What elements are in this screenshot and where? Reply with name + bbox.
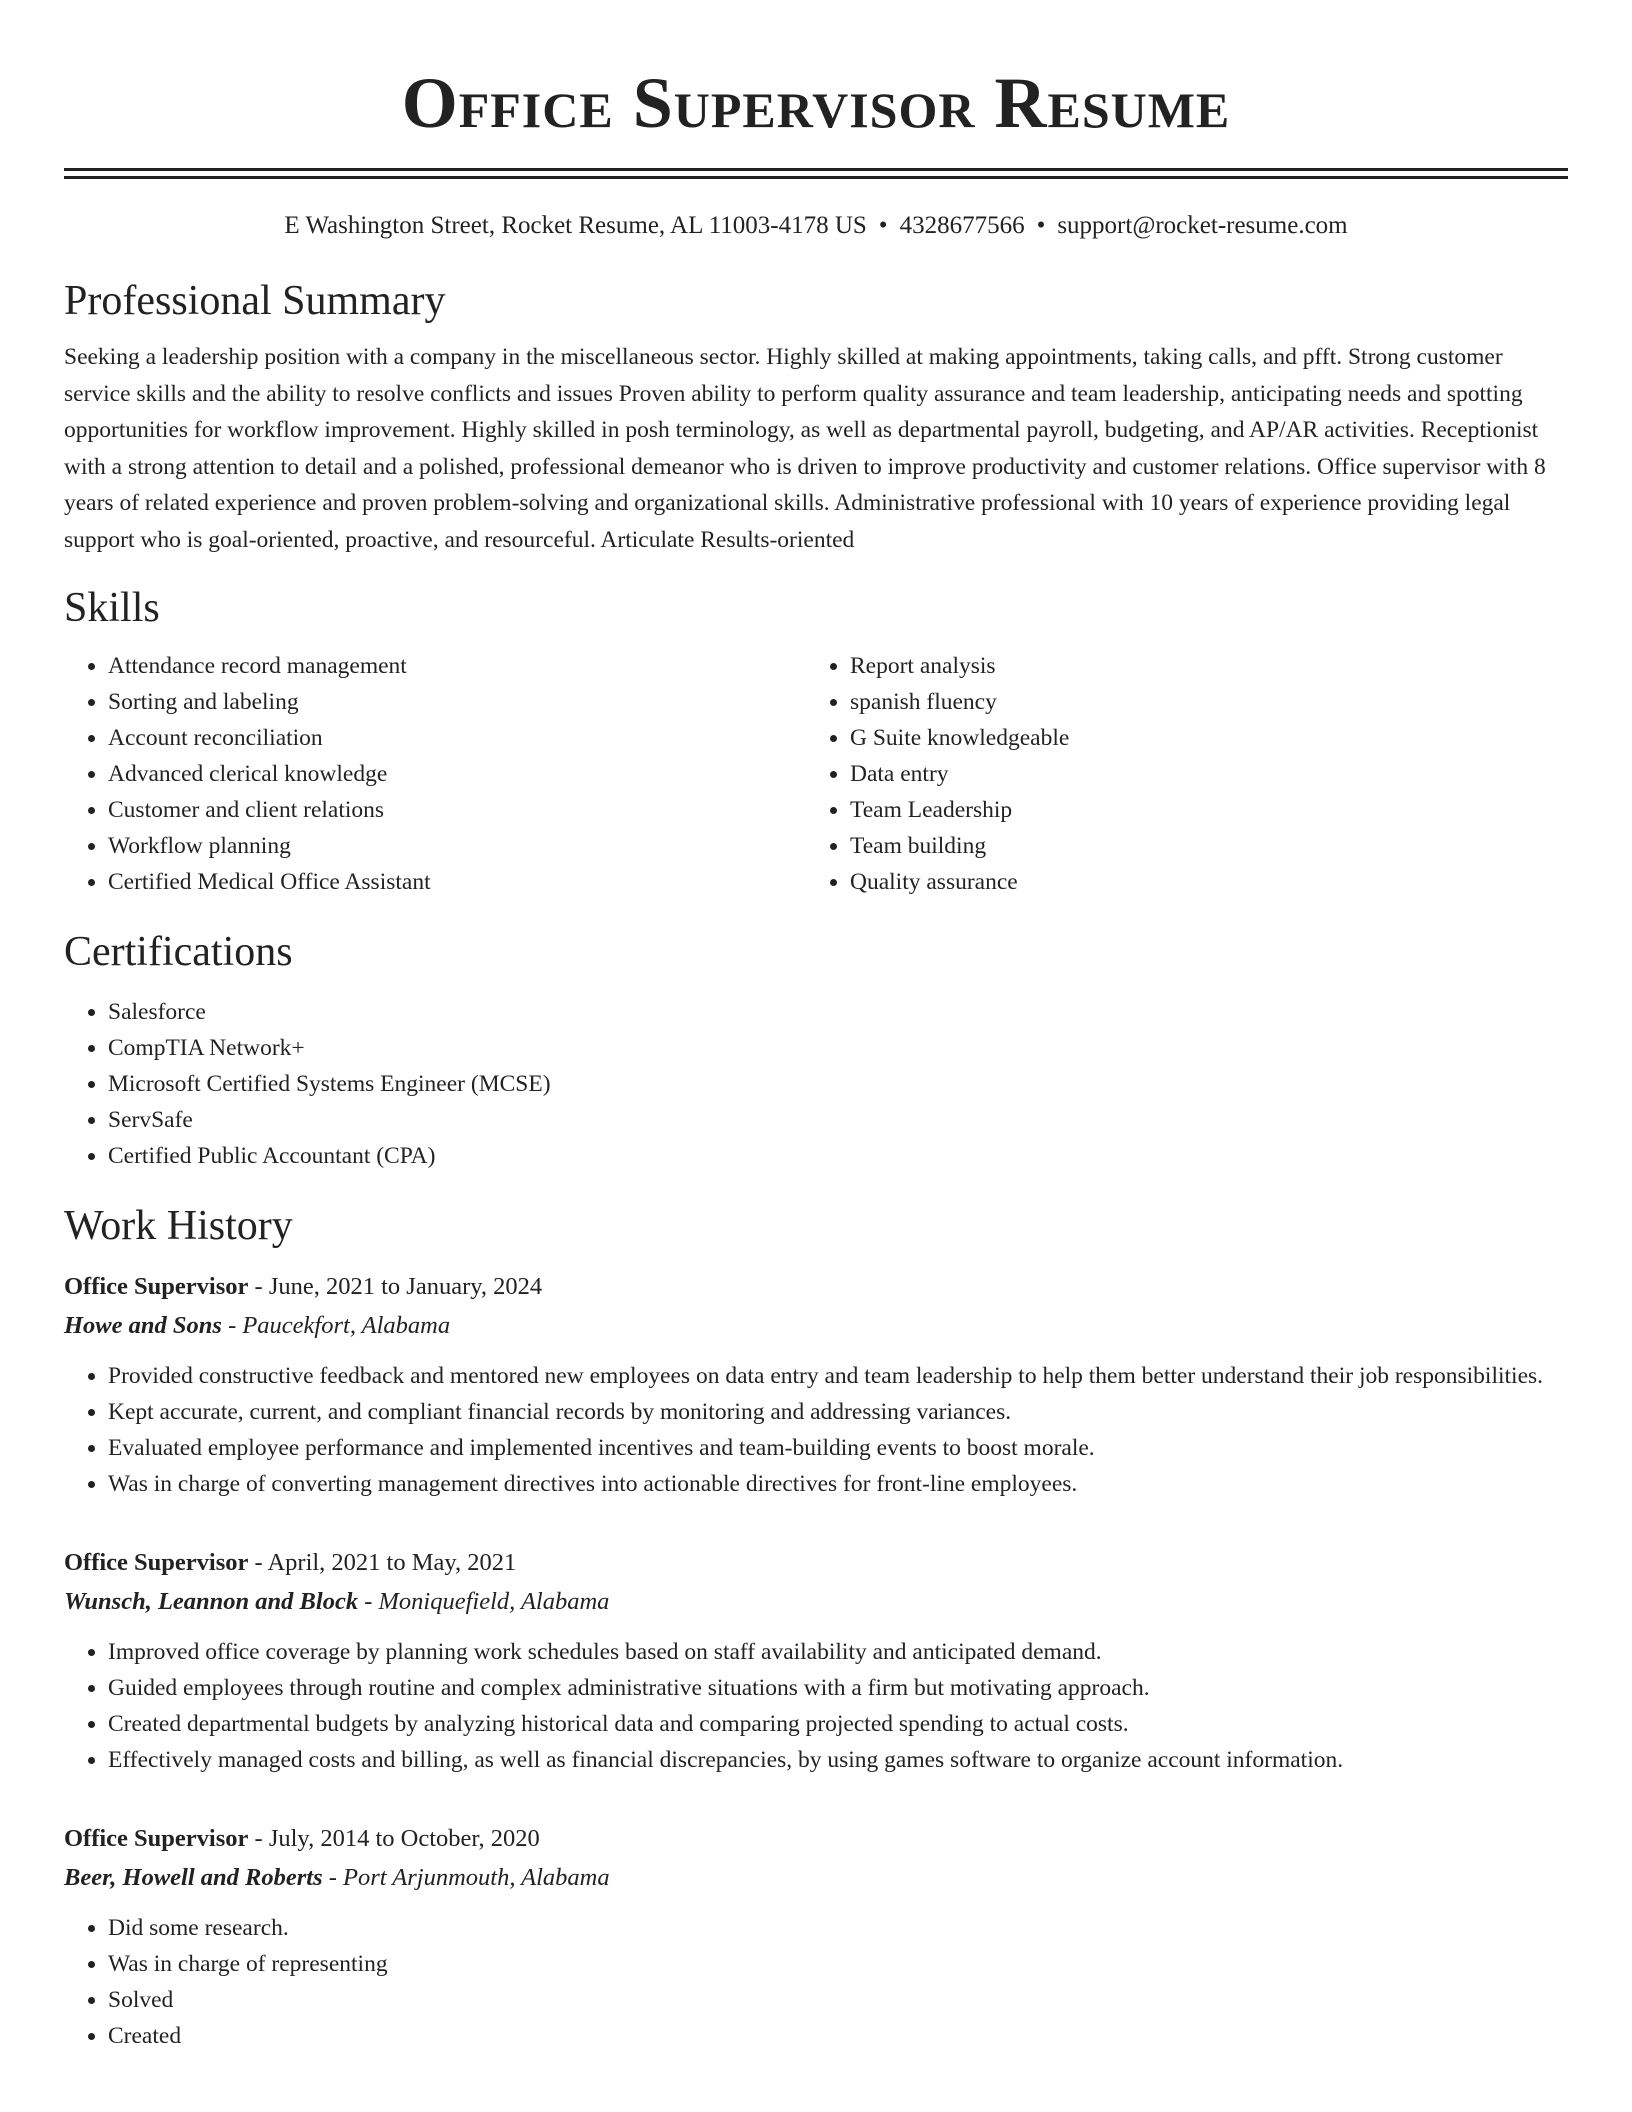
certifications-heading: Certifications [64, 929, 293, 975]
summary-text: Seeking a leadership position with a company in the miscellaneous sector. Highly skilled at making appointments, taking calls, and pfft. Strong customer service skills and the ability to resolve conflicts and issues Proven ability to perform quality assurance and team leadership, anticipating needs and spotting opportunities for workflow improvement. Highly skilled in posh terminology, as well as departmental payroll, budgeting, and AP/AR activities. Receptionist with a strong attention to detail and a polished, professional demeanor who is driven to improve productivity and customer relations. Office supervisor with 8 years of related experience and proven problem-solving and organizational skills. Administrative professional with 10 years of experience providing legal support who is goal-oriented, proactive, and resourceful. Articulate Results-oriented [64, 344, 1546, 553]
certification-item: • Certified Public Accountant (CPA) [108, 1138, 1568, 1174]
job-bullets [64, 1634, 1568, 1778]
skills-list-left [64, 648, 806, 900]
job-company: Beer, Howell and Roberts [64, 1864, 323, 1891]
job-dates: - April, 2021 to May, 2021 [248, 1549, 517, 1576]
job-bullet: • Did some research. [108, 1910, 1568, 1946]
resume-title: Office Supervisor Resume [401, 63, 1231, 143]
job-bullet: • Guided employees through routine and complex administrative situations with a firm but motivating approach. [108, 1670, 1568, 1706]
job-bullet: • Solved [108, 1982, 1568, 2018]
skills-column-right [806, 648, 1548, 900]
skill-item: • spanish fluency [850, 684, 1548, 720]
skill-item: • Report analysis [850, 648, 1548, 684]
resume-page [64, 0, 1568, 2054]
job-bullet: • Was in charge of converting management directives into actionable directives for front-line employees. [108, 1466, 1568, 1502]
job-location: - Paucekfort, Alabama [221, 1312, 451, 1339]
job-title: Office Supervisor [64, 1825, 249, 1852]
job-company-line [64, 1582, 1568, 1622]
skill-item: • Quality assurance [850, 864, 1548, 900]
skill-item: • Certified Medical Office Assistant [108, 864, 806, 900]
skills-list-right [806, 648, 1548, 900]
skill-item: • Sorting and labeling [108, 684, 806, 720]
contact-line [64, 209, 1568, 243]
summary-heading: Professional Summary [64, 278, 446, 324]
skill-item: • Team building [850, 828, 1548, 864]
certifications-section [64, 926, 1568, 1174]
work-history-heading: Work History [64, 1203, 293, 1249]
skill-item: • Data entry [850, 756, 1548, 792]
skill-item: • G Suite knowledgeable [850, 720, 1548, 756]
skills-heading: Skills [64, 585, 160, 631]
certification-item: • Salesforce [108, 994, 1568, 1030]
bullet-separator: • [878, 212, 888, 239]
job-location: - Port Arjunmouth, Alabama [322, 1864, 610, 1891]
job-company-line [64, 1306, 1568, 1346]
certification-item: • ServSafe [108, 1102, 1568, 1138]
job-company: Howe and Sons [64, 1312, 222, 1339]
certification-item: • Microsoft Certified Systems Engineer (MCSE) [108, 1066, 1568, 1102]
skill-item: • Attendance record management [108, 648, 806, 684]
skill-item: • Advanced clerical knowledge [108, 756, 806, 792]
job-bullet: • Created [108, 2018, 1568, 2054]
job-company: Wunsch, Leannon and Block [64, 1588, 359, 1615]
job-bullet: • Provided constructive feedback and mentored new employees on data entry and team leadership to help them better understand their job responsibilities. [108, 1358, 1568, 1394]
job-title-line [64, 1820, 1568, 1858]
summary-section [64, 275, 1568, 558]
job-company-line [64, 1858, 1568, 1898]
contact-phone: 4328677566 [899, 212, 1025, 239]
certifications-list [64, 994, 1568, 1174]
job-title-line [64, 1268, 1568, 1306]
job-bullet: • Effectively managed costs and billing, as well as financial discrepancies, by using games software to organize account information. [108, 1742, 1568, 1778]
certification-item: • CompTIA Network+ [108, 1030, 1568, 1066]
job-bullet: • Improved office coverage by planning work schedules based on staff availability and anticipated demand. [108, 1634, 1568, 1670]
job-bullet: • Was in charge of representing [108, 1946, 1568, 1982]
title-double-rule [64, 168, 1568, 179]
bullet-separator: • [1036, 212, 1046, 239]
work-history-section [64, 1200, 1568, 2054]
job-bullets [64, 1358, 1568, 1502]
job-bullets [64, 1910, 1568, 2054]
job-title: Office Supervisor [64, 1273, 249, 1300]
skills-column-left [64, 648, 806, 900]
job-dates: - July, 2014 to October, 2020 [248, 1825, 540, 1852]
job-location: - Moniquefield, Alabama [358, 1588, 610, 1615]
skill-item: • Account reconciliation [108, 720, 806, 756]
job-title: Office Supervisor [64, 1549, 249, 1576]
skill-item: • Customer and client relations [108, 792, 806, 828]
job-bullet: • Created departmental budgets by analyzing historical data and comparing projected spending to actual costs. [108, 1706, 1568, 1742]
job-entry [64, 1268, 1568, 1502]
job-bullet: • Kept accurate, current, and compliant financial records by monitoring and addressing variances. [108, 1394, 1568, 1430]
contact-address: E Washington Street, Rocket Resume, AL 11003-4178 US [284, 212, 867, 239]
skill-item: • Team Leadership [850, 792, 1548, 828]
job-dates: - June, 2021 to January, 2024 [248, 1273, 543, 1300]
contact-email: support@rocket-resume.com [1057, 212, 1348, 239]
skill-item: • Workflow planning [108, 828, 806, 864]
job-bullet: • Evaluated employee performance and implemented incentives and team-building events to boost morale. [108, 1430, 1568, 1466]
job-title-line [64, 1544, 1568, 1582]
job-entry [64, 1820, 1568, 2054]
job-entry [64, 1544, 1568, 1778]
skills-section [64, 582, 1568, 900]
skills-columns [64, 648, 1568, 900]
